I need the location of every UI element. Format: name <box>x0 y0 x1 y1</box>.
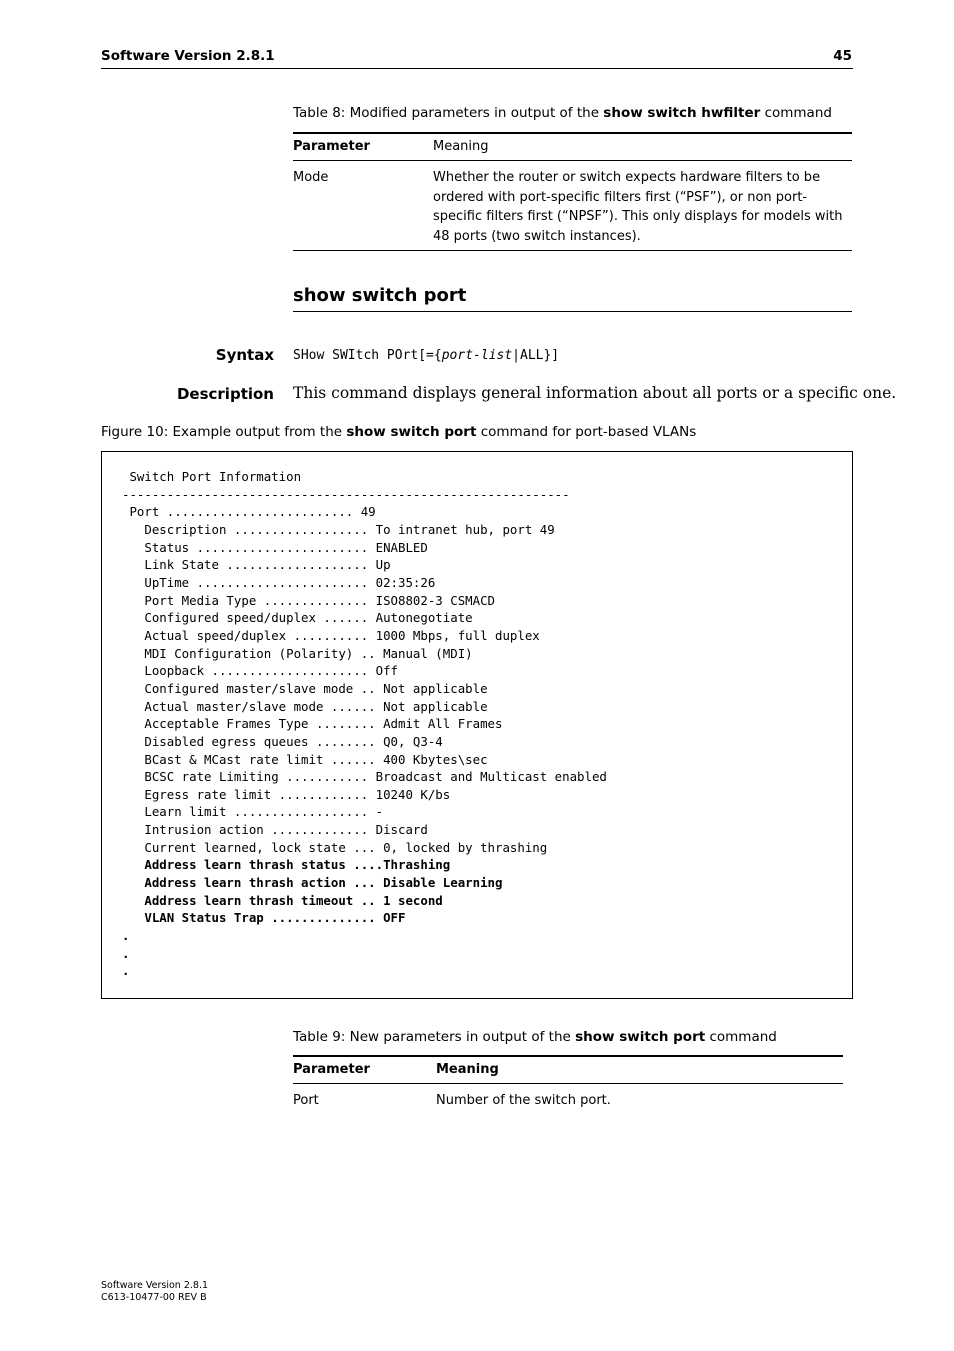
command-output-box <box>101 451 853 999</box>
column-header-parameter: Parameter <box>293 139 370 154</box>
output-line: Configured master/slave mode .. Not applicable <box>122 680 488 696</box>
output-ellipsis: . <box>122 928 130 944</box>
output-line: Switch Port Information <box>122 469 302 484</box>
output-separator: ------------------------------------------------------------ <box>122 486 570 502</box>
output-line-bold: Address learn thrash timeout .. 1 second <box>122 892 443 908</box>
output-line: UpTime ....................... 02:35:26 <box>122 574 436 590</box>
cell-meaning: Whether the router or switch expects hardware filters to be ordered with port-specific filters first (“PSF”), or non port-specific filters first (“NPSF”). This only displays for models with 48 ports (two switch instances). <box>433 170 843 244</box>
output-ellipsis: . <box>122 963 130 979</box>
output-line-bold: Address learn thrash action ... Disable Learning <box>122 875 503 891</box>
output-line: Configured speed/duplex ...... Autonegotiate <box>122 610 473 626</box>
output-line: Current learned, lock state ... 0, locked by thrashing <box>122 839 548 855</box>
output-line: Loopback ..................... Off <box>122 663 399 679</box>
figure10-caption: Figure 10: Example output from the show switch port command for port-based VLANs <box>101 424 697 440</box>
output-line: Actual speed/duplex .......... 1000 Mbps, full duplex <box>122 627 540 643</box>
output-line: Intrusion action ............. Discard <box>122 822 428 838</box>
output-ellipsis: . <box>122 945 130 961</box>
table8 <box>293 132 852 251</box>
output-line: Actual master/slave mode ...... Not applicable <box>122 698 488 714</box>
output-line: Egress rate limit ............ 10240 K/bs <box>122 786 451 802</box>
output-line: Description .................. To intranet hub, port 49 <box>122 521 555 537</box>
syntax-text: SHow SWItch POrt[={port-list|ALL}] <box>293 348 560 363</box>
table-row <box>293 1084 843 1116</box>
page-footer <box>101 1280 208 1304</box>
table9-caption: Table 9: New parameters in output of the show switch port command <box>293 1029 777 1045</box>
table8-caption: Table 8: Modified parameters in output of the show switch hwfilter command <box>293 105 832 121</box>
output-line: Status ....................... ENABLED <box>122 539 428 555</box>
output-line: Port ......................... 49 <box>122 504 376 520</box>
table-row <box>293 161 852 251</box>
command-output <box>102 452 852 980</box>
output-line: Acceptable Frames Type ........ Admit All Frames <box>122 716 503 732</box>
output-line: BCSC rate Limiting ........... Broadcast and Multicast enabled <box>122 769 607 785</box>
column-header-meaning: Meaning <box>433 139 489 154</box>
table-header-row <box>293 133 852 161</box>
output-line: BCast & MCast rate limit ...... 400 Kbytes\sec <box>122 751 488 767</box>
header-divider <box>101 68 853 69</box>
output-line: Port Media Type .............. ISO8802-3 CSMACD <box>122 592 495 608</box>
column-header-meaning: Meaning <box>436 1062 499 1077</box>
table-header-row <box>293 1056 843 1084</box>
description-label: Description <box>176 385 274 403</box>
footer-version: Software Version 2.8.1 <box>101 1280 209 1291</box>
output-line-bold: Address learn thrash status ....Thrashing <box>122 857 451 873</box>
output-line: Disabled egress queues ........ Q0, Q3-4 <box>122 733 443 749</box>
page-number: 45 <box>833 48 852 64</box>
cell-parameter: Port <box>293 1093 319 1108</box>
output-line-bold: VLAN Status Trap .............. OFF <box>122 910 406 926</box>
cell-parameter: Mode <box>293 170 329 185</box>
footer-doc-id: C613-10477-00 REV B <box>101 1292 207 1303</box>
column-header-parameter: Parameter <box>293 1062 370 1077</box>
running-header-title: Software Version 2.8.1 <box>101 48 275 64</box>
table9 <box>293 1055 843 1116</box>
description-text: This command displays general information about all ports or a specific one. <box>293 384 897 402</box>
output-line: MDI Configuration (Polarity) .. Manual (MDI) <box>122 645 473 661</box>
section-divider <box>293 311 852 312</box>
syntax-label: Syntax <box>215 346 274 364</box>
output-line: Link State ................... Up <box>122 557 391 573</box>
output-line: Learn limit .................. - <box>122 804 384 820</box>
section-title: show switch port <box>293 285 467 306</box>
cell-meaning: Number of the switch port. <box>436 1093 611 1108</box>
